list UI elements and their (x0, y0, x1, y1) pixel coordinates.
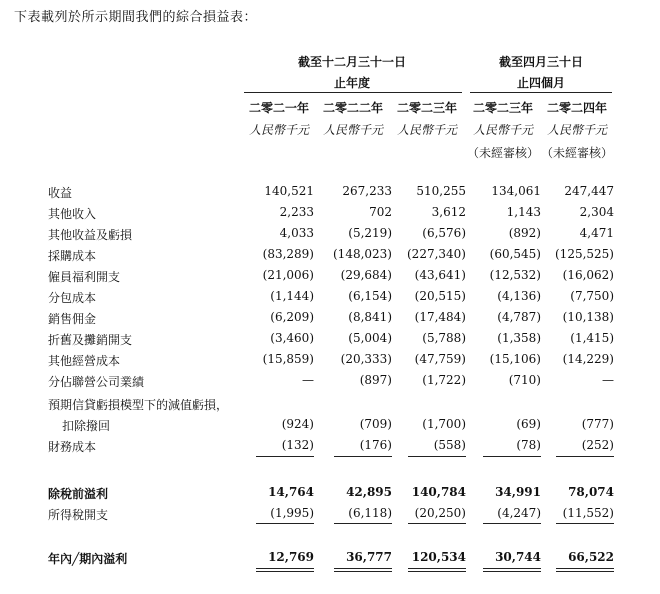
table-cell: 4,033 (279, 226, 314, 240)
table-cell: (10,138) (562, 310, 614, 324)
column-year: 二零二三年 (472, 101, 533, 115)
table-cell: — (602, 373, 614, 387)
table-cell: 66,522 (568, 550, 614, 564)
table-cell: (15,859) (262, 352, 314, 366)
table-cell: (897) (359, 373, 392, 387)
table-cell: (3,460) (270, 331, 314, 345)
subtotal-rule (556, 523, 614, 524)
table-cell: 78,074 (568, 485, 614, 499)
table-cell: 42,895 (346, 485, 392, 499)
table-cell: 140,521 (264, 184, 314, 198)
table-cell: (125,525) (555, 247, 614, 261)
subtotal-rule (556, 456, 614, 457)
table-cell: (709) (359, 417, 392, 431)
table-cell: 2,304 (579, 205, 614, 219)
table-cell: (148,023) (333, 247, 392, 261)
total-double-rule (334, 568, 392, 572)
table-cell: (83,289) (262, 247, 314, 261)
column-unit: 人民幣千元 (396, 123, 457, 137)
table-cell: — (302, 373, 314, 387)
table-cell: (8,841) (348, 310, 392, 324)
table-cell: (29,684) (340, 268, 392, 282)
table-cell: 702 (369, 205, 392, 219)
table-cell: 120,534 (411, 550, 466, 564)
table-cell: (227,340) (407, 247, 466, 261)
table-cell: (60,545) (489, 247, 541, 261)
table-cell: 1,143 (506, 205, 541, 219)
table-cell: (252) (581, 438, 614, 452)
subtotal-rule (256, 523, 314, 524)
row-label: 扣除撥回 (62, 419, 111, 433)
subtotal-rule (483, 523, 541, 524)
row-label: 分佔聯營公司業績 (48, 375, 145, 389)
table-cell: (4,247) (497, 506, 541, 520)
table-cell: (710) (508, 373, 541, 387)
subtotal-rule (408, 456, 466, 457)
table-cell: (69) (516, 417, 541, 431)
table-cell: 140,784 (411, 485, 466, 499)
row-label: 分包成本 (48, 291, 97, 305)
table-cell: (5,004) (348, 331, 392, 345)
row-label: 除稅前溢利 (48, 487, 109, 501)
column-year: 二零二二年 (322, 101, 383, 115)
row-label: 採購成本 (48, 249, 97, 263)
table-cell: 267,233 (342, 184, 392, 198)
table-cell: (78) (516, 438, 541, 452)
table-cell: 134,061 (491, 184, 541, 198)
column-audit-note: （未經審核） (540, 146, 613, 160)
table-cell: (5,788) (422, 331, 466, 345)
column-unit: 人民幣千元 (546, 123, 607, 137)
table-cell: 510,255 (416, 184, 466, 198)
column-unit: 人民幣千元 (248, 123, 309, 137)
group-header-years-line2: 止年度 (333, 76, 370, 90)
table-cell: 12,769 (268, 550, 314, 564)
table-cell: (1,415) (570, 331, 614, 345)
table-cell: (892) (508, 226, 541, 240)
row-label: 收益 (48, 186, 73, 200)
table-cell: (16,062) (562, 268, 614, 282)
row-label: 所得稅開支 (48, 508, 109, 522)
table-cell: (20,250) (414, 506, 466, 520)
column-year: 二零二三年 (396, 101, 457, 115)
table-cell: (1,722) (422, 373, 466, 387)
table-cell: (17,484) (414, 310, 466, 324)
subtotal-rule (483, 456, 541, 457)
table-cell: (1,144) (270, 289, 314, 303)
table-cell: (777) (581, 417, 614, 431)
subtotal-rule (256, 456, 314, 457)
group-header-months-rule (470, 92, 612, 93)
row-label: 其他收入 (48, 207, 97, 221)
table-cell: (1,700) (422, 417, 466, 431)
total-double-rule (483, 568, 541, 572)
table-cell: (1,358) (497, 331, 541, 345)
table-cell: (558) (433, 438, 466, 452)
row-label: 其他收益及虧損 (48, 228, 133, 242)
table-cell: 4,471 (579, 226, 614, 240)
table-cell: (132) (281, 438, 314, 452)
column-year: 二零二四年 (546, 101, 607, 115)
table-cell: (20,515) (414, 289, 466, 303)
table-cell: 14,764 (268, 485, 314, 499)
table-cell: (4,787) (497, 310, 541, 324)
subtotal-rule (408, 523, 466, 524)
table-cell: (11,552) (562, 506, 614, 520)
row-label: 折舊及攤銷開支 (48, 333, 133, 347)
row-label: 預期信貸虧損模型下的減值虧損， (48, 398, 229, 412)
row-label: 年內╱期內溢利 (48, 552, 128, 566)
table-cell: (47,759) (414, 352, 466, 366)
group-header-months-line1: 截至四月三十日 (498, 55, 583, 69)
table-cell: 3,612 (431, 205, 466, 219)
column-unit: 人民幣千元 (322, 123, 383, 137)
table-cell: (1,995) (270, 506, 314, 520)
table-cell: (20,333) (340, 352, 392, 366)
total-double-rule (556, 568, 614, 572)
table-cell: (4,136) (497, 289, 541, 303)
table-cell: 247,447 (564, 184, 614, 198)
table-cell: (5,219) (348, 226, 392, 240)
table-cell: 36,777 (346, 550, 392, 564)
table-cell: (924) (281, 417, 314, 431)
group-header-years (242, 53, 462, 91)
table-cell: (15,106) (489, 352, 541, 366)
table-cell: 30,744 (495, 550, 541, 564)
table-cell: 34,991 (495, 485, 541, 499)
subtotal-rule (334, 456, 392, 457)
table-cell: (6,154) (348, 289, 392, 303)
table-cell: (7,750) (570, 289, 614, 303)
table-cell: (14,229) (562, 352, 614, 366)
table-cell: (21,006) (262, 268, 314, 282)
table-cell: (176) (359, 438, 392, 452)
total-double-rule (256, 568, 314, 572)
intro-text: 下表載列於所示期間我們的綜合損益表： (14, 10, 258, 25)
table-cell: (6,576) (422, 226, 466, 240)
table-cell: 2,233 (279, 205, 314, 219)
column-unit: 人民幣千元 (472, 123, 533, 137)
row-label: 財務成本 (48, 440, 97, 454)
row-label: 銷售佣金 (48, 312, 97, 326)
group-header-months (470, 53, 612, 91)
column-year: 二零二一年 (248, 101, 309, 115)
table-cell: (6,118) (348, 506, 392, 520)
group-header-months-line2: 止四個月 (516, 76, 565, 90)
total-double-rule (408, 568, 466, 572)
table-cell: (6,209) (270, 310, 314, 324)
row-label: 僱員福利開支 (48, 270, 121, 284)
subtotal-rule (334, 523, 392, 524)
table-cell: (43,641) (414, 268, 466, 282)
group-header-years-line1: 截至十二月三十一日 (297, 55, 406, 69)
group-header-years-rule (244, 92, 462, 93)
table-cell: (12,532) (489, 268, 541, 282)
column-audit-note: （未經審核） (466, 146, 539, 160)
row-label: 其他經營成本 (48, 354, 121, 368)
